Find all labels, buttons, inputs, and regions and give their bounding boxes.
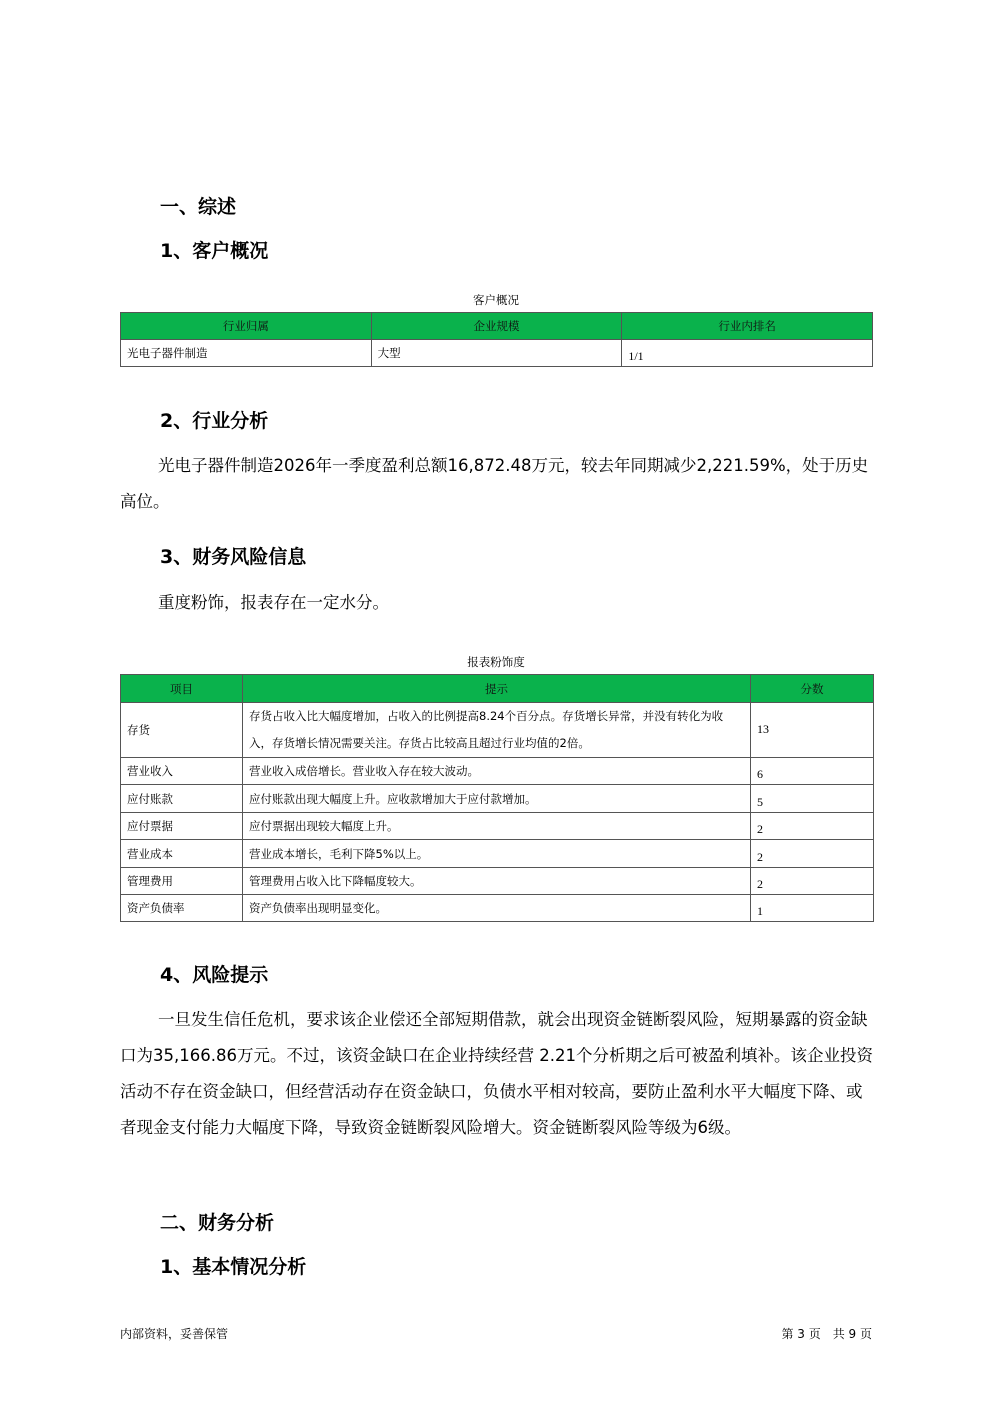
decor-score: 13	[751, 703, 874, 758]
risk-paragraph: 一旦发生信任危机，要求该企业偿还全部短期借款，就会出现资金链断裂风险，短期暴露的资金缺口为35,166.86万元。不过，该资金缺口在企业持续经营 2.21个分析期之后可被盈利填补。该企业投资活动不存在资金缺口，但经营活动存在资金缺口，负债水平相对较高，要防止盈利水平大幅度下降、或者现金支付能力大幅度下降，导致资金链断裂风险增大。资金链断裂风险等级为6级。	[120, 1010, 873, 1137]
decor-hint: 管理费用占收入比下降幅度较大。	[243, 868, 751, 895]
table-row	[121, 868, 874, 895]
decor-hint: 营业收入成倍增长。营业收入存在较大波动。	[243, 758, 751, 785]
financial-risk-paragraph: 重度粉饰，报表存在一定水分。	[158, 593, 389, 612]
heading-basic-analysis: 1、基本情况分析	[160, 1256, 307, 1278]
customer-table	[120, 312, 873, 367]
decor-item: 应付账款	[121, 785, 243, 813]
table-row	[121, 840, 874, 868]
customer-cell-rank: 1/1	[622, 340, 873, 367]
table-row	[121, 785, 874, 813]
customer-header-industry: 行业归属	[121, 313, 372, 340]
decor-score: 2	[751, 840, 874, 868]
customer-header-scale: 企业规模	[371, 313, 622, 340]
heading-financial-analysis: 二、财务分析	[160, 1212, 275, 1234]
decor-score: 2	[751, 868, 874, 895]
decor-hint: 存货占收入比大幅度增加，占收入的比例提高8.24个百分点。存货增长异常，并没有转化为收入，存货增长情况需要关注。存货占比较高且超过行业均值的2倍。	[243, 703, 751, 758]
footer-confidential: 内部资料，妥善保管	[120, 1327, 229, 1341]
heading-customer-overview: 1、客户概况	[160, 240, 269, 262]
decor-table	[120, 674, 874, 922]
decor-score: 5	[751, 785, 874, 813]
decor-score: 2	[751, 813, 874, 840]
customer-table-caption: 客户概况	[473, 293, 519, 307]
customer-cell-scale: 大型	[371, 340, 622, 367]
decor-item: 存货	[121, 703, 243, 758]
table-row	[121, 813, 874, 840]
decor-item: 营业收入	[121, 758, 243, 785]
footer-page-number: 第 3 页 共 9 页	[781, 1327, 872, 1341]
decor-header-score: 分数	[751, 675, 874, 703]
decor-table-caption: 报表粉饰度	[467, 655, 525, 669]
heading-financial-risk: 3、财务风险信息	[160, 546, 307, 568]
table-row	[121, 703, 874, 758]
industry-paragraph: 光电子器件制造2026年一季度盈利总额16,872.48万元，较去年同期减少2,221.59%，处于历史高位。	[120, 456, 869, 511]
decor-item: 营业成本	[121, 840, 243, 868]
decor-item: 资产负债率	[121, 895, 243, 922]
customer-cell-industry: 光电子器件制造	[121, 340, 372, 367]
table-row	[121, 758, 874, 785]
heading-industry-analysis: 2、行业分析	[160, 410, 269, 432]
decor-header-item: 项目	[121, 675, 243, 703]
decor-header-hint: 提示	[243, 675, 751, 703]
decor-score: 6	[751, 758, 874, 785]
heading-risk-warning: 4、风险提示	[160, 964, 269, 986]
decor-hint: 资产负债率出现明显变化。	[243, 895, 751, 922]
decor-hint: 营业成本增长，毛利下降5%以上。	[243, 840, 751, 868]
table-row	[121, 895, 874, 922]
heading-overview: 一、综述	[160, 196, 237, 218]
decor-hint: 应付账款出现大幅度上升。应收款增加大于应付款增加。	[243, 785, 751, 813]
decor-item: 管理费用	[121, 868, 243, 895]
decor-score: 1	[751, 895, 874, 922]
decor-item: 应付票据	[121, 813, 243, 840]
customer-header-rank: 行业内排名	[622, 313, 873, 340]
decor-hint: 应付票据出现较大幅度上升。	[243, 813, 751, 840]
